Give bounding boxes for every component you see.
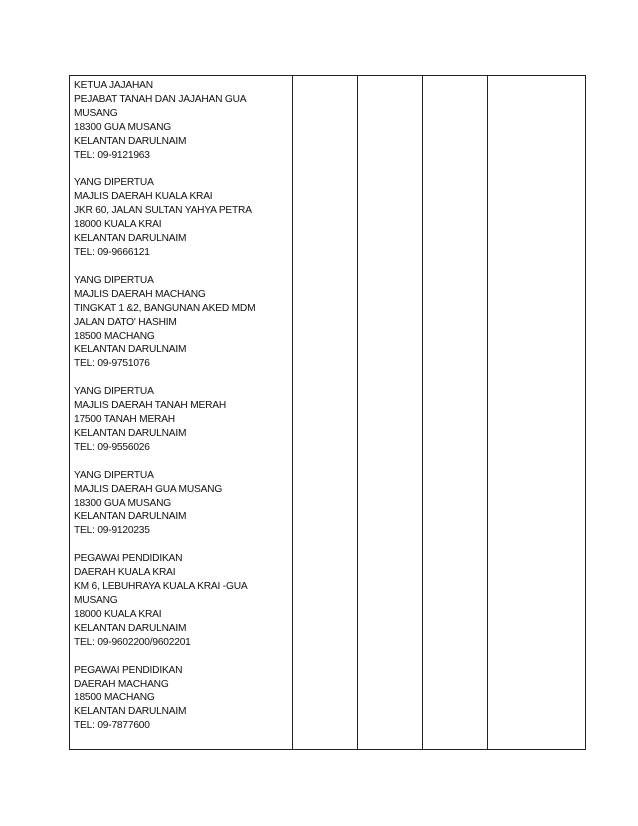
address-line: YANG DIPERTUA xyxy=(74,386,154,398)
address-table xyxy=(69,75,586,750)
address-line: 18300 GUA MUSANG xyxy=(74,497,172,509)
address-list xyxy=(74,79,292,733)
empty-cell-1 xyxy=(293,76,358,750)
empty-cell-2 xyxy=(358,76,423,750)
address-line: KELANTAN DARULNAIM xyxy=(74,344,187,356)
address-block xyxy=(74,385,292,455)
address-line: KELANTAN DARULNAIM xyxy=(74,233,187,245)
address-block xyxy=(74,176,292,259)
address-line: TEL: 09-9556026 xyxy=(74,441,150,453)
address-line: PEGAWAI PENDIDIKAN xyxy=(74,553,183,565)
address-line: 18000 KUALA KRAI xyxy=(74,608,162,620)
address-line: MAJLIS DAERAH GUA MUSANG xyxy=(74,483,223,495)
address-line: KM 6, LEBUHRAYA KUALA KRAI -GUA xyxy=(74,581,248,593)
address-line: 18500 MACHANG xyxy=(74,330,155,342)
address-line: 18000 KUALA KRAI xyxy=(74,219,162,231)
address-line: KELANTAN DARULNAIM xyxy=(74,135,187,147)
address-line: TEL: 09-9666121 xyxy=(74,246,150,258)
address-cell xyxy=(70,76,293,750)
address-line: JALAN DATO' HASHIM xyxy=(74,316,177,328)
address-line: MUSANG xyxy=(74,595,118,606)
empty-cell-3 xyxy=(423,76,488,750)
address-line: JKR 60, JALAN SULTAN YAHYA PETRA xyxy=(74,205,252,217)
address-block xyxy=(74,664,292,734)
address-line: YANG DIPERTUA xyxy=(74,177,154,189)
address-line: KELANTAN DARULNAIM xyxy=(74,622,187,634)
address-line: TEL: 09-9602200/9602201 xyxy=(74,636,191,648)
address-line: PEJABAT TANAH DAN JAJAHAN GUA xyxy=(74,93,247,105)
address-line: MAJLIS DAERAH KUALA KRAI xyxy=(74,191,213,203)
address-line: TEL: 09-9751076 xyxy=(74,358,150,370)
address-line: KELANTAN DARULNAIM xyxy=(74,427,187,439)
address-line: KETUA JAJAHAN xyxy=(74,80,153,91)
address-line: 18300 GUA MUSANG xyxy=(74,121,172,133)
address-line: MUSANG xyxy=(74,107,118,119)
address-line: PEGAWAI PENDIDIKAN xyxy=(74,664,183,676)
address-line: DAERAH MACHANG xyxy=(74,678,169,690)
address-line: TEL: 09-7877600 xyxy=(74,720,150,732)
address-line: YANG DIPERTUA xyxy=(74,274,154,286)
address-line: YANG DIPERTUA xyxy=(74,469,154,481)
address-block xyxy=(74,469,292,539)
address-line: 17500 TANAH MERAH xyxy=(74,414,175,426)
address-line: 18500 MACHANG xyxy=(74,692,155,704)
address-line: MAJLIS DAERAH MACHANG xyxy=(74,288,206,300)
address-line: KELANTAN DARULNAIM xyxy=(74,706,187,718)
address-line: KELANTAN DARULNAIM xyxy=(74,511,187,523)
address-block xyxy=(74,274,292,371)
address-block xyxy=(74,79,292,162)
table-row xyxy=(70,76,586,750)
address-line: DAERAH KUALA KRAI xyxy=(74,567,176,579)
address-block xyxy=(74,552,292,649)
address-line: TEL: 09-9121963 xyxy=(74,149,150,161)
address-line: MAJLIS DAERAH TANAH MERAH xyxy=(74,400,226,412)
empty-cell-4 xyxy=(488,76,586,750)
address-line: TEL: 09-9120235 xyxy=(74,525,150,537)
address-line: TINGKAT 1 &2, BANGUNAN AKED MDM xyxy=(74,302,256,314)
